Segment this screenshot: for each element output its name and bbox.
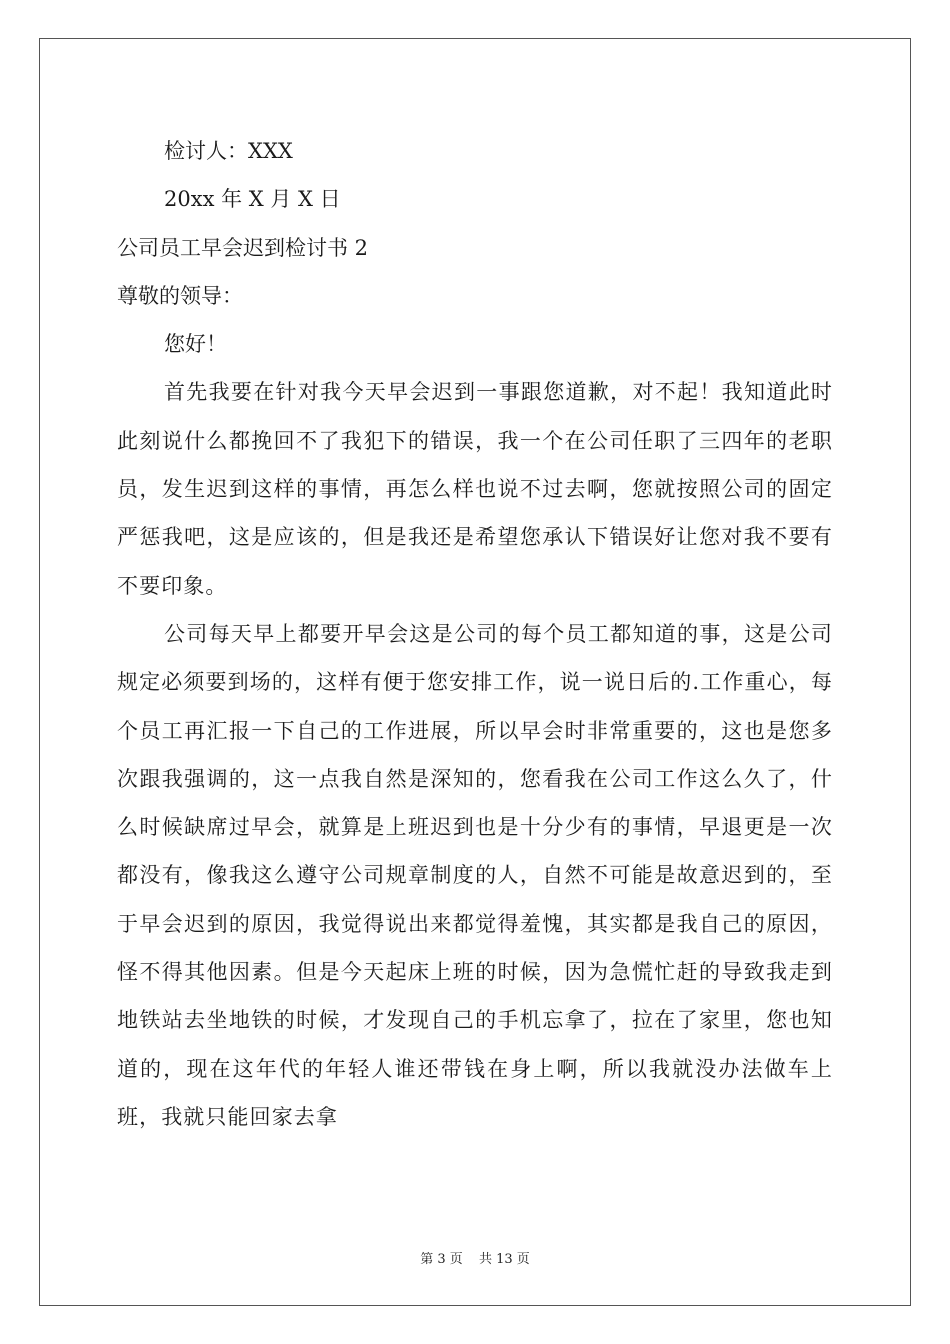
salutation: 尊敬的领导： <box>117 283 243 308</box>
greeting: 您好！ <box>164 332 227 357</box>
page-number: 第 3 页 <box>420 1252 463 1267</box>
document-body <box>117 127 833 1141</box>
paragraph-explanation: 公司每天早上都要开早会这是公司的每个员工都知道的事，这是公司规定必须要到场的，这样有便于您安排工作，说一说日后的.工作重心，每个员工再汇报一下自己的工作进展，所以早会时非常重要的，这也是您多次跟我强调的，这一点我自然是深知的，您看我在公司工作这么久了，什么时候缺席过早会，就算是上班迟到也是十分少有的事情，早退更是一次都没有，像我这么遵守公司规章制度的人，自然不可能是故意迟到的，至于早会迟到的原因，我觉得说出来都觉得羞愧，其实都是我自己的原因，怪不得其他因素。但是今天起床上班的时候，因为急慌忙赶的导致我走到地铁站去坐地铁的时候，才发现自己的手机忘拿了，拉在了家里，您也知道的，现在这年代的年轻人谁还带钱在身上啊，所以我就没办法做车上班，我就只能回家去拿 <box>117 621 833 1129</box>
paragraph-apology: 首先我要在针对我今天早会迟到一事跟您道歉，对不起！我知道此时此刻说什么都挽回不了我犯下的错误，我一个在公司任职了三四年的老职员，发生迟到这样的事情，再怎么样也说不过去啊，您就按照公司的固定严惩我吧，这是应该的，但是我还是希望您承认下错误好让您对我不要有不要印象。 <box>117 380 833 598</box>
date-line: 20xx 年 X 月 X 日 <box>164 187 341 212</box>
signature-line: 检讨人：XXX <box>164 139 293 163</box>
page-footer <box>0 1248 950 1267</box>
section-title: 公司员工早会迟到检讨书 2 <box>117 235 369 260</box>
page-total: 共 13 页 <box>478 1252 530 1267</box>
